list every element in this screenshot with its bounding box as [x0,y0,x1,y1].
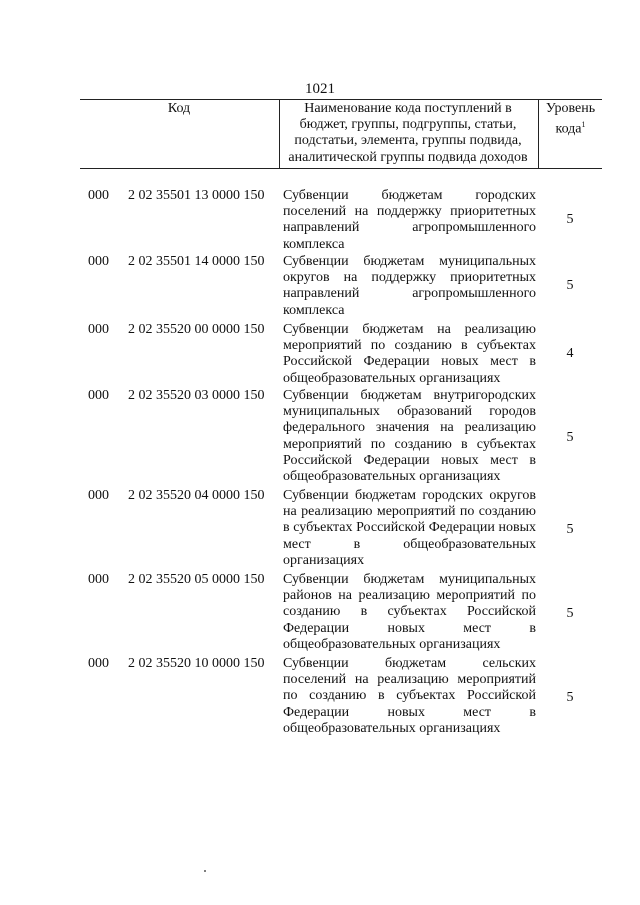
header-level-footnote: 1 [581,120,586,130]
code-level: 5 [566,278,574,293]
income-name: Субвенции бюджетам сельских поселений на реализацию мероприятий по созданию в субъектах Российской Федерации новых мест в общеобразовательных организациях [283,656,536,736]
admin-code: 000 [88,188,109,203]
income-code: 2 02 35520 00 0000 150 [128,322,265,337]
income-name: Субвенции бюджетам городских округов на реализацию мероприятий по созданию в субъектах Российской Федерации новых мест в общеобразовательных организациях [283,488,536,568]
code-level: 5 [566,606,574,621]
admin-code: 000 [88,254,109,269]
header-level-label: Уровень кода [545,101,596,137]
income-code: 2 02 35520 03 0000 150 [128,388,265,403]
header-bottom-rule [80,168,602,169]
income-code: 2 02 35520 10 0000 150 [128,656,265,671]
code-level: 5 [566,522,574,537]
header-name: Наименование кода поступлений в бюджет, группы, подгруппы, статьи, подстатьи, элемента, группы подвида, аналитической группы подвида доходов [288,101,528,165]
header-top-rule [80,99,602,100]
income-code: 2 02 35501 13 0000 150 [128,188,265,203]
code-level: 5 [566,430,574,445]
income-code: 2 02 35520 04 0000 150 [128,488,265,503]
code-level: 5 [566,212,574,227]
admin-code: 000 [88,388,109,403]
income-name: Субвенции бюджетам на реализацию мероприятий по созданию в субъектах Российской Федерации новых мест в общеобразовательных организациях [283,322,536,386]
admin-code: 000 [88,488,109,503]
header-code: Код [167,101,191,116]
page-number: 1021 [305,81,335,97]
table-header [80,99,602,169]
admin-code: 000 [88,572,109,587]
income-name: Субвенции бюджетам муниципальных районов на реализацию мероприятий по созданию в субъектах Российской Федерации новых мест в общеобразовательных организациях [283,572,536,652]
header-level [539,101,602,138]
income-name: Субвенции бюджетам муниципальных округов на поддержку приоритетных направлений агропромышленного комплекса [283,254,536,318]
income-code: 2 02 35501 14 0000 150 [128,254,265,269]
admin-code: 000 [88,322,109,337]
scan-speck [204,870,206,872]
income-name: Субвенции бюджетам внутригородских муниципальных образований городов федерального значения на реализацию мероприятий по созданию в субъектах Российской Федерации новых мест в общеобразовательных организациях [283,388,536,485]
income-name: Субвенции бюджетам городских поселений на поддержку приоритетных направлений агропромышленного комплекса [283,188,536,252]
code-level: 4 [566,346,574,361]
admin-code: 000 [88,656,109,671]
code-level: 5 [566,690,574,705]
income-code: 2 02 35520 05 0000 150 [128,572,265,587]
